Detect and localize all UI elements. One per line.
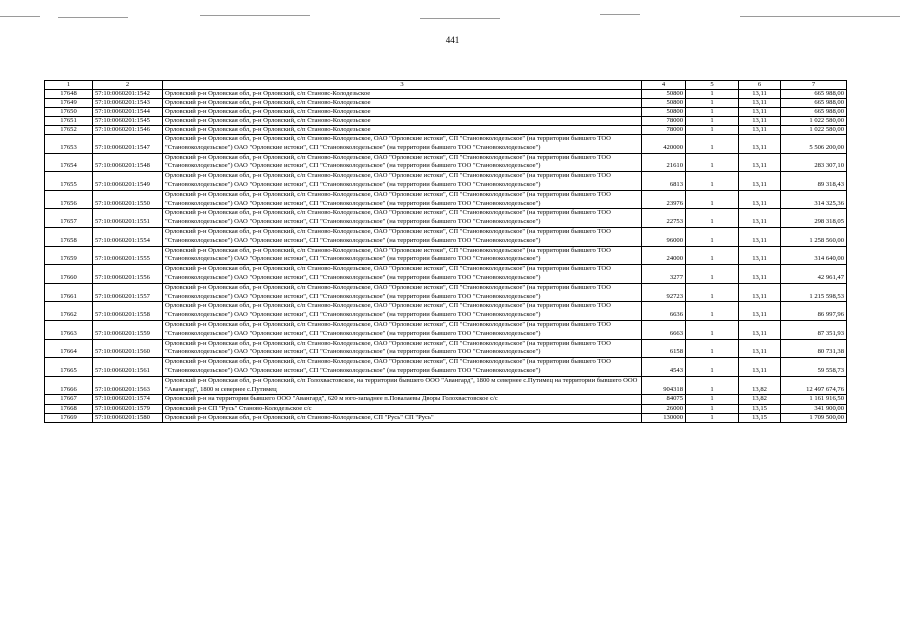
count-cell: 1 [686,99,739,108]
cadastral-value-cell: 42 961,47 [781,265,847,284]
table-row [45,135,847,154]
count-cell: 1 [686,126,739,135]
address-cell: Орловский р-н Орловская обл, р-н Орловский, с/п Станово-Колодезьское [163,99,642,108]
address-cell: Орловский р-н Орловская обл, р-н Орловский, с/п Станово-Колодезьское [163,108,642,117]
address-cell: Орловский р-н Орловская обл, р-н Орловский, с/п Станово-Колодезьское, СП "Русь" СП "Русь" [163,414,642,423]
count-cell: 1 [686,395,739,405]
cadastral-number-cell: 57:10:0060201:1559 [93,320,163,339]
cadastral-number-cell: 57:10:0060201:1546 [93,126,163,135]
cadastral-value-cell: 1 215 598,53 [781,283,847,302]
cadastral-number-cell: 57:10:0060201:1545 [93,117,163,126]
address-cell: Орловский р-н Орловская обл, р-н Орловский, с/п Станово-Колодезьское, ОАО "Орловские истоки", СП "Становоколодезьское" (на территории бывшего ТОО "Становоколодезьское") ОАО "Орловские истоки", СП "Становоколодезьское" (на территории бывшего ТОО "Становоколодезьское") [163,190,642,209]
cadastral-value-cell: 314 325,36 [781,190,847,209]
cadastral-number-cell: 57:10:0060201:1556 [93,265,163,284]
rate-cell: 13,11 [739,190,781,209]
count-cell: 1 [686,320,739,339]
rate-cell: 13,15 [739,414,781,423]
row-number-cell: 17660 [45,265,93,284]
table-row [45,190,847,209]
rate-cell: 13,11 [739,320,781,339]
rate-cell: 13,11 [739,283,781,302]
area-cell: 50800 [642,99,686,108]
cadastral-number-cell: 57:10:0060201:1579 [93,405,163,414]
rate-cell: 13,11 [739,172,781,191]
page-number: 441 [445,35,460,45]
count-cell: 1 [686,108,739,117]
table-row [45,108,847,117]
area-cell: 130000 [642,414,686,423]
column-header-row [45,81,847,90]
cadastral-number-cell: 57:10:0060201:1558 [93,302,163,321]
column-header: 1 [45,81,93,90]
address-cell: Орловский р-н Орловская обл, р-н Орловский, с/п Станово-Колодезьское, ОАО "Орловские истоки", СП "Становоколодезьское" (на территории бывшего ТОО "Становоколодезьское") ОАО "Орловские истоки", СП "Становоколодезьское" (на территории бывшего ТОО "Становоколодезьское") [163,246,642,265]
area-cell: 904318 [642,376,686,395]
rate-cell: 13,11 [739,90,781,99]
row-number-cell: 17664 [45,339,93,358]
cadastral-number-cell: 57:10:0060201:1542 [93,90,163,99]
rate-cell: 13,11 [739,265,781,284]
row-number-cell: 17665 [45,358,93,377]
table-row [45,376,847,395]
table-row [45,90,847,99]
row-number-cell: 17649 [45,99,93,108]
column-header: 3 [163,81,642,90]
address-cell: Орловский р-н Орловская обл, р-н Орловский, с/п Станово-Колодезьское, ОАО "Орловские истоки", СП "Становоколодезьское" (на территории бывшего ТОО "Становоколодезьское") ОАО "Орловские истоки", СП "Становоколодезьское" (на территории бывшего ТОО "Становоколодезьское") [163,172,642,191]
count-cell: 1 [686,227,739,246]
table-row [45,405,847,414]
area-cell: 50800 [642,90,686,99]
table-row [45,99,847,108]
table-row [45,395,847,405]
cadastral-number-cell: 57:10:0060201:1563 [93,376,163,395]
rate-cell: 13,11 [739,209,781,228]
row-number-cell: 17667 [45,395,93,405]
table-row [45,358,847,377]
row-number-cell: 17651 [45,117,93,126]
area-cell: 6636 [642,302,686,321]
rate-cell: 13,11 [739,339,781,358]
address-cell: Орловский р-н Орловская обл, р-н Орловский, с/п Станово-Колодезьское, ОАО "Орловские истоки", СП "Становоколодезьское" (на территории бывшего ТОО "Становоколодезьское") ОАО "Орловские истоки", СП "Становоколодезьское" (на территории бывшего ТОО "Становоколодезьское") [163,320,642,339]
table-row [45,172,847,191]
cadastral-number-cell: 57:10:0060201:1554 [93,227,163,246]
area-cell: 84075 [642,395,686,405]
row-number-cell: 17656 [45,190,93,209]
row-number-cell: 17657 [45,209,93,228]
column-header: 7 [781,81,847,90]
table-row [45,153,847,172]
table-row [45,320,847,339]
area-cell: 24000 [642,246,686,265]
cadastral-number-cell: 57:10:0060201:1549 [93,172,163,191]
cadastral-number-cell: 57:10:0060201:1557 [93,283,163,302]
cadastral-value-cell: 5 506 200,00 [781,135,847,154]
rate-cell: 13,11 [739,227,781,246]
cadastral-value-cell: 86 997,96 [781,302,847,321]
rate-cell: 13,82 [739,395,781,405]
address-cell: Орловский р-н на территории бывшего ООО "Авангард", 620 м юго-западнее п.Повалаевы Дворы Голохвастовское с/с [163,395,642,405]
cadastral-value-cell: 665 988,00 [781,108,847,117]
row-number-cell: 17653 [45,135,93,154]
cadastral-value-cell: 1 161 916,50 [781,395,847,405]
count-cell: 1 [686,246,739,265]
column-header: 6 [739,81,781,90]
area-cell: 6813 [642,172,686,191]
address-cell: Орловский р-н Орловская обл, р-н Орловский, с/п Голохвастовское, на территории бывшего ООО "Авангард", 1800 м севернее с.Путимец на территории бывшего ООО "Авангард", 1800 м севернее с.Путимец [163,376,642,395]
address-cell: Орловский р-н Орловская обл, р-н Орловский, с/п Станово-Колодезьское, ОАО "Орловские истоки", СП "Становоколодезьское" (на территории бывшего ТОО "Становоколодезьское") ОАО "Орловские истоки", СП "Становоколодезьское" (на территории бывшего ТОО "Становоколодезьское") [163,209,642,228]
area-cell: 21610 [642,153,686,172]
cadastral-value-cell: 89 318,43 [781,172,847,191]
count-cell: 1 [686,414,739,423]
cadastral-value-cell: 80 731,38 [781,339,847,358]
table-row [45,283,847,302]
row-number-cell: 17668 [45,405,93,414]
count-cell: 1 [686,339,739,358]
rate-cell: 13,11 [739,153,781,172]
count-cell: 1 [686,283,739,302]
row-number-cell: 17659 [45,246,93,265]
row-number-cell: 17663 [45,320,93,339]
table-row [45,126,847,135]
row-number-cell: 17666 [45,376,93,395]
cadastral-number-cell: 57:10:0060201:1555 [93,246,163,265]
cadastral-value-cell: 665 988,00 [781,99,847,108]
area-cell: 23976 [642,190,686,209]
address-cell: Орловский р-н Орловская обл, р-н Орловский, с/п Становс-Колодезьское [163,90,642,99]
count-cell: 1 [686,153,739,172]
table-row [45,246,847,265]
address-cell: Орловский р-н Орловская обл, р-н Орловский, с/п Станово-Колодезьское, ОАО "Орловские истоки", СП "Становоколодезьское" (на территории бывшего ТОО "Становоколодезьское") ОАО "Орловские истоки", СП "Становоколодезьское" (на территории бывшего ТОО "Становоколодезьское") [163,265,642,284]
area-cell: 3277 [642,265,686,284]
rate-cell: 13,11 [739,135,781,154]
row-number-cell: 17648 [45,90,93,99]
area-cell: 26000 [642,405,686,414]
address-cell: Орловский р-н Орловская обл, р-н Орловский, с/п Станово-Колодезьское, ОАО "Орловские истоки", СП "Становоколодезьское" (на территории бывшего ТОО "Становоколодезьское") ОАО "Орловские истоки", СП "Становоколодезьское" (на территории бывшего ТОО "Становоколодезьское") [163,227,642,246]
land-register-table [44,80,847,423]
cadastral-number-cell: 57:10:0060201:1574 [93,395,163,405]
cadastral-number-cell: 57:10:0060201:1544 [93,108,163,117]
address-cell: Орловский р-н СП "Русь" Станово-Колодезьское с/с [163,405,642,414]
area-cell: 22753 [642,209,686,228]
count-cell: 1 [686,172,739,191]
table-row [45,265,847,284]
count-cell: 1 [686,190,739,209]
row-number-cell: 17669 [45,414,93,423]
address-cell: Орловский р-н Орловская обл, р-н Орловский, с/п Станово-Колодезьское, ОАО "Орловские истоки", СП "Становоколодезьское" (на территории бывшего ТОО "Становоколодезьское") ОАО "Орловские истоки", СП "Становоколодезьское" (на территории бывшего ТОО "Становоколодезьское") [163,358,642,377]
area-cell: 6158 [642,339,686,358]
rate-cell: 13,11 [739,302,781,321]
column-header: 5 [686,81,739,90]
row-number-cell: 17658 [45,227,93,246]
address-cell: Орловский р-н Орловская обл, р-н Орловский, с/п Станово-Колодезьское [163,126,642,135]
table-row [45,209,847,228]
cadastral-number-cell: 57:10:0060201:1543 [93,99,163,108]
area-cell: 50800 [642,108,686,117]
cadastral-value-cell: 314 640,00 [781,246,847,265]
column-header: 4 [642,81,686,90]
cadastral-value-cell: 12 497 674,76 [781,376,847,395]
area-cell: 4543 [642,358,686,377]
cadastral-value-cell: 298 318,05 [781,209,847,228]
address-cell: Орловский р-н Орловская обл, р-н Орловский, с/п Станово-Колодезьское [163,117,642,126]
table-row [45,414,847,423]
column-header: 2 [93,81,163,90]
count-cell: 1 [686,117,739,126]
cadastral-value-cell: 1 022 580,00 [781,126,847,135]
address-cell: Орловский р-н Орловская обл, р-н Орловский, с/п Станово-Колодезьское, ОАО "Орловские истоки", СП "Становоколодезьское" (на территории бывшего ТОО "Становоколодезьское") ОАО "Орловские истоки", СП "Становоколодезьское" (на территории бывшего ТОО "Становоколодезьское") [163,283,642,302]
address-cell: Орловский р-н Орловская обл, р-н Орловский, с/п Станово-Колодезьское, ОАО "Орловские истоки", СП "Становоколодезьское" (на территории бывшего ТОО "Становоколодезьское") ОАО "Орловские истоки", СП "Становоколодезьское" (на территории бывшего ТОО "Становоколодезьское") [163,153,642,172]
cadastral-number-cell: 57:10:0060201:1550 [93,190,163,209]
cadastral-value-cell: 1 709 500,00 [781,414,847,423]
count-cell: 1 [686,265,739,284]
rate-cell: 13,11 [739,99,781,108]
count-cell: 1 [686,209,739,228]
area-cell: 92723 [642,283,686,302]
count-cell: 1 [686,302,739,321]
address-cell: Орловский р-н Орловская обл, р-н Орловский, с/п Станово-Колодезьское, ОАО "Орловские истоки", СП "Становоколодезьское" (на территории бывшего ТОО "Становоколодезьское") ОАО "Орловские истоки", СП "Становоколодезьское" (на территории бывшего ТОО "Становоколодезьское") [163,339,642,358]
cadastral-value-cell: 283 307,10 [781,153,847,172]
row-number-cell: 17654 [45,153,93,172]
table-row [45,227,847,246]
count-cell: 1 [686,358,739,377]
area-cell: 6663 [642,320,686,339]
cadastral-value-cell: 665 988,00 [781,90,847,99]
count-cell: 1 [686,135,739,154]
table-row [45,339,847,358]
table-row [45,302,847,321]
cadastral-value-cell: 59 558,73 [781,358,847,377]
cadastral-number-cell: 57:10:0060201:1551 [93,209,163,228]
row-number-cell: 17661 [45,283,93,302]
rate-cell: 13,11 [739,117,781,126]
area-cell: 96000 [642,227,686,246]
rate-cell: 13,82 [739,376,781,395]
cadastral-number-cell: 57:10:0060201:1560 [93,339,163,358]
address-cell: Орловский р-н Орловская обл, р-н Орловский, с/п Станово-Колодезьское, ОАО "Орловские истоки", СП "Становоколодезьское" (на территории бывшего ТОО "Становоколодезьское") ОАО "Орловские истоки", СП "Становоколодезьское" (на территории бывшего ТОО "Становоколодезьское") [163,135,642,154]
row-number-cell: 17655 [45,172,93,191]
cadastral-value-cell: 341 900,00 [781,405,847,414]
cadastral-value-cell: 1 258 560,00 [781,227,847,246]
row-number-cell: 17650 [45,108,93,117]
rate-cell: 13,11 [739,108,781,117]
rate-cell: 13,15 [739,405,781,414]
cadastral-number-cell: 57:10:0060201:1547 [93,135,163,154]
cadastral-number-cell: 57:10:0060201:1580 [93,414,163,423]
area-cell: 78000 [642,126,686,135]
row-number-cell: 17662 [45,302,93,321]
table-row [45,117,847,126]
address-cell: Орловский р-н Орловская обл, р-н Орловский, с/п Станово-Колодезьское, ОАО "Орловские истоки", СП "Становоколодезьское" (на территории бывшего ТОО "Становоколодезьское") ОАО "Орловские истоки", СП "Становоколодезьское" (на территории бывшего ТОО "Становоколодезьское") [163,302,642,321]
rate-cell: 13,11 [739,358,781,377]
count-cell: 1 [686,376,739,395]
area-cell: 420000 [642,135,686,154]
cadastral-value-cell: 1 022 580,00 [781,117,847,126]
area-cell: 78000 [642,117,686,126]
cadastral-number-cell: 57:10:0060201:1548 [93,153,163,172]
cadastral-value-cell: 87 351,93 [781,320,847,339]
rate-cell: 13,11 [739,246,781,265]
rate-cell: 13,11 [739,126,781,135]
count-cell: 1 [686,90,739,99]
scan-edge-artifact [0,12,905,20]
row-number-cell: 17652 [45,126,93,135]
cadastral-number-cell: 57:10:0060201:1561 [93,358,163,377]
count-cell: 1 [686,405,739,414]
